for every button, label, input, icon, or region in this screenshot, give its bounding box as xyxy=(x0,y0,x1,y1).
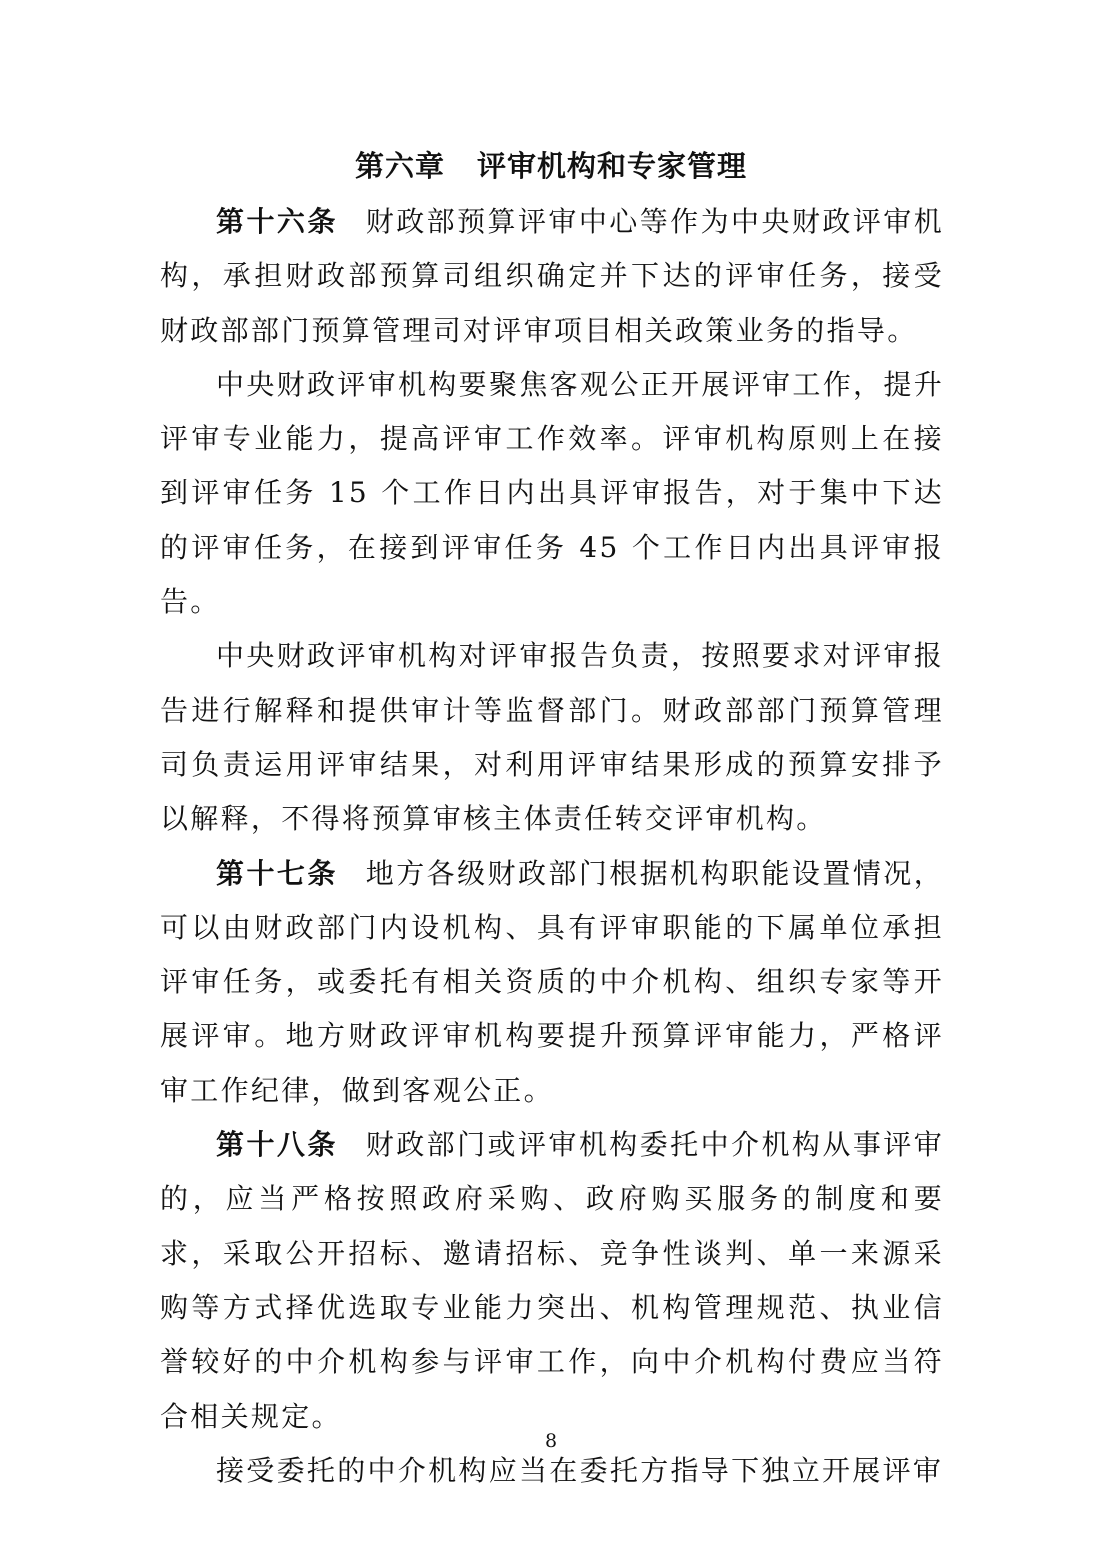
page-number: 8 xyxy=(544,1430,558,1452)
paragraph-text: 财政部门或评审机构委托中介机构从事评审的，应当严格按照政府采购、政府购买服务的制度和要求，采取公开招标、邀请招标、竞争性谈判、单一来源采购等方式择优选取专业能力突出、机构管理规范、执业信誉较好的中介机构参与评审工作，向中介机构付费应当符合相关规定。 xyxy=(160,1128,944,1433)
paragraph-text: 中央财政评审机构要聚焦客观公正开展评审工作，提升评审专业能力，提高评审工作效率。评审机构原则上在接到评审任务 15 个工作日内出具评审报告，对于集中下达的评审任务，在接到评审任务 45 个工作日内出具评审报告。 xyxy=(160,367,944,619)
body-text xyxy=(160,195,944,1498)
paragraph-text: 中央财政评审机构对评审报告负责，按照要求对评审报告进行解释和提供审计等监督部门。财政部部门预算管理司负责运用评审结果，对利用评审结果形成的预算安排予以解释，不得将预算审核主体责任转交评审机构。 xyxy=(160,639,944,836)
article-number: 第十七条 xyxy=(216,856,338,890)
chapter-title xyxy=(0,140,1102,192)
article-number: 第十六条 xyxy=(216,205,338,238)
paragraph-article-16 xyxy=(160,195,944,358)
article-number: 第十八条 xyxy=(216,1128,338,1162)
paragraph-text: 接受委托的中介机构应当在委托方指导下独立开展评审 xyxy=(216,1453,944,1487)
paragraph xyxy=(160,629,944,846)
paragraph-article-18 xyxy=(160,1118,944,1444)
paragraph-text: 财政部预算评审中心等作为中央财政评审机构，承担财政部预算司组织确定并下达的评审任务，接受财政部部门预算管理司对评审项目相关政策业务的指导。 xyxy=(160,205,944,347)
paragraph-article-17 xyxy=(160,847,944,1118)
paragraph-text: 地方各级财政部门根据机构职能设置情况，可以由财政部门内设机构、具有评审职能的下属单位承担评审任务，或委托有相关资质的中介机构、组织专家等开展评审。地方财政评审机构要提升预算评审能力，严格评审工作纪律，做到客观公正。 xyxy=(160,856,944,1107)
chapter-number: 第六章 xyxy=(354,149,445,183)
paragraph xyxy=(160,358,944,629)
chapter-name: 评审机构和专家管理 xyxy=(477,149,748,183)
